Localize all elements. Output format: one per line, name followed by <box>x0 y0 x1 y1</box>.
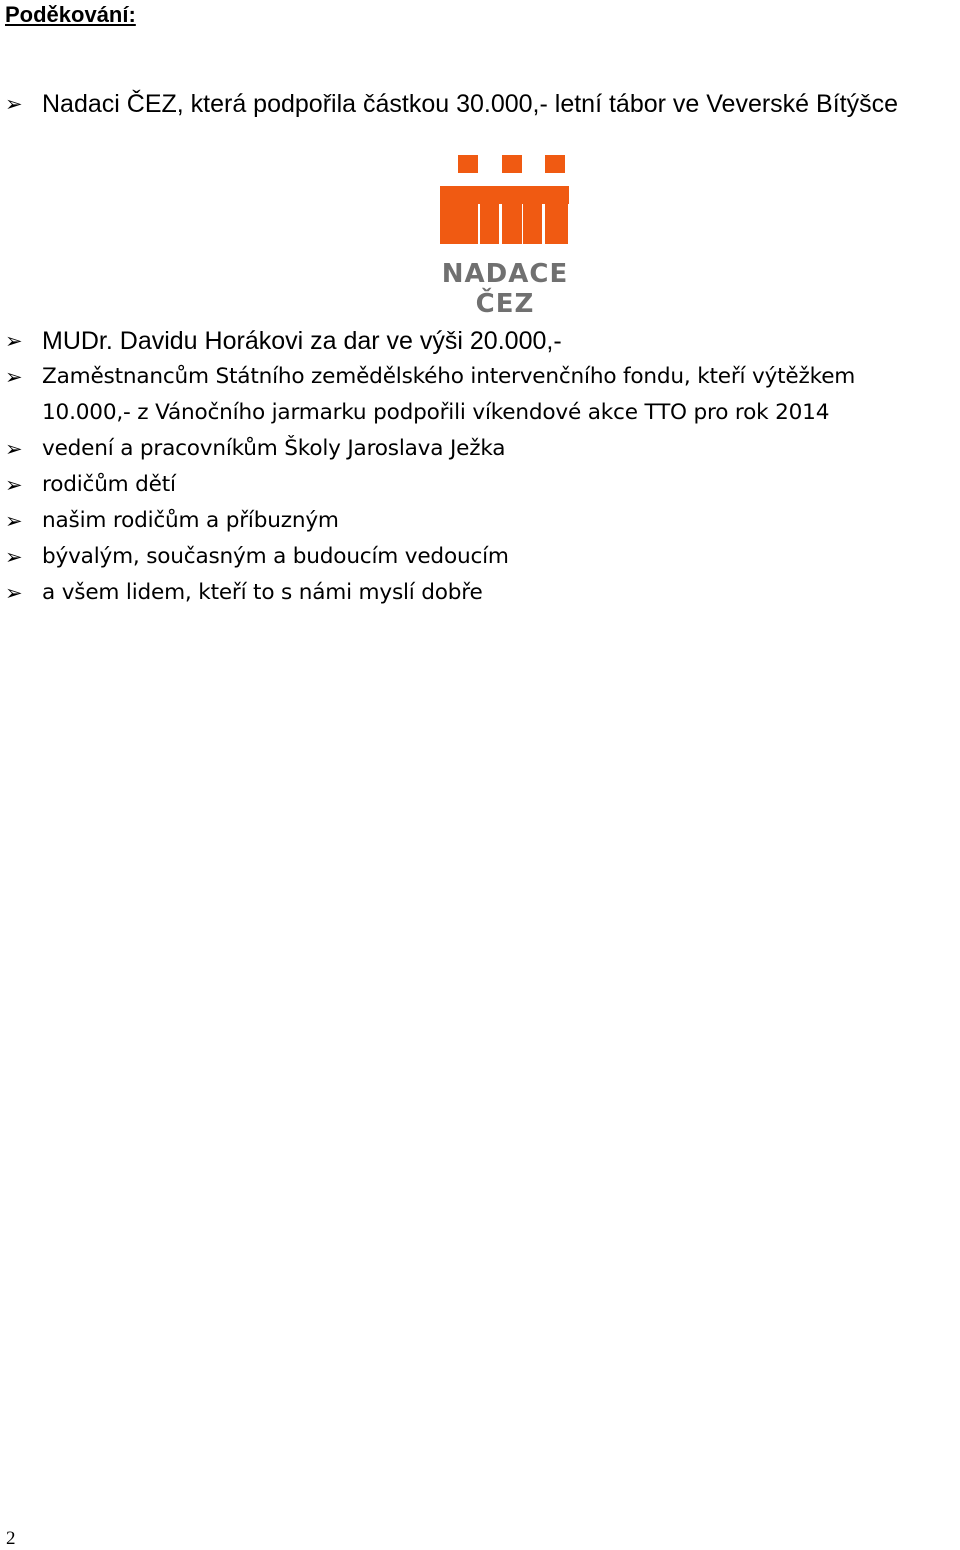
list-item <box>0 431 960 467</box>
list-item <box>0 323 960 359</box>
list-item <box>0 539 960 575</box>
list-item-text: Zaměstnancům Státního zemědělského intervenčního fondu, kteří výtěžkem <box>42 364 856 389</box>
list-item-text: rodičům dětí <box>42 472 176 497</box>
list-item <box>0 86 960 122</box>
cez-mark-icon <box>410 155 600 255</box>
arrow-bullet-icon: ➢ <box>5 545 23 569</box>
list-item-text: MUDr. Davidu Horákovi za dar ve výši 20.000,- <box>42 327 562 355</box>
list-item-text: bývalým, současným a budoucím vedoucím <box>42 544 509 569</box>
list-item <box>0 467 960 503</box>
logo-text: NADACE ČEZ <box>441 259 569 319</box>
list-item-text: a všem lidem, kteří to s námi myslí dobře <box>42 580 483 605</box>
list-item-text: vedení a pracovníkům Školy Jaroslava Ježka <box>42 436 506 461</box>
page-number: 2 <box>6 1528 16 1549</box>
list-item-text-continued: 10.000,- z Vánočního jarmarku podpořili víkendové akce TTO pro rok 2014 <box>42 400 830 425</box>
list-item <box>0 503 960 539</box>
arrow-bullet-icon: ➢ <box>5 365 23 389</box>
arrow-bullet-icon: ➢ <box>5 509 23 533</box>
nadace-cez-logo <box>410 155 600 319</box>
list-item <box>0 575 960 611</box>
list-item <box>0 359 960 431</box>
arrow-bullet-icon: ➢ <box>5 581 23 605</box>
arrow-bullet-icon: ➢ <box>5 92 23 116</box>
arrow-bullet-icon: ➢ <box>5 437 23 461</box>
list-item-text: našim rodičům a příbuzným <box>42 508 339 533</box>
arrow-bullet-icon: ➢ <box>5 473 23 497</box>
arrow-bullet-icon: ➢ <box>5 329 23 353</box>
page-title: Poděkování: <box>5 2 136 27</box>
list-item-text: Nadaci ČEZ, která podpořila částkou 30.000,- letní tábor ve Veverské Bítýšce <box>42 90 898 118</box>
